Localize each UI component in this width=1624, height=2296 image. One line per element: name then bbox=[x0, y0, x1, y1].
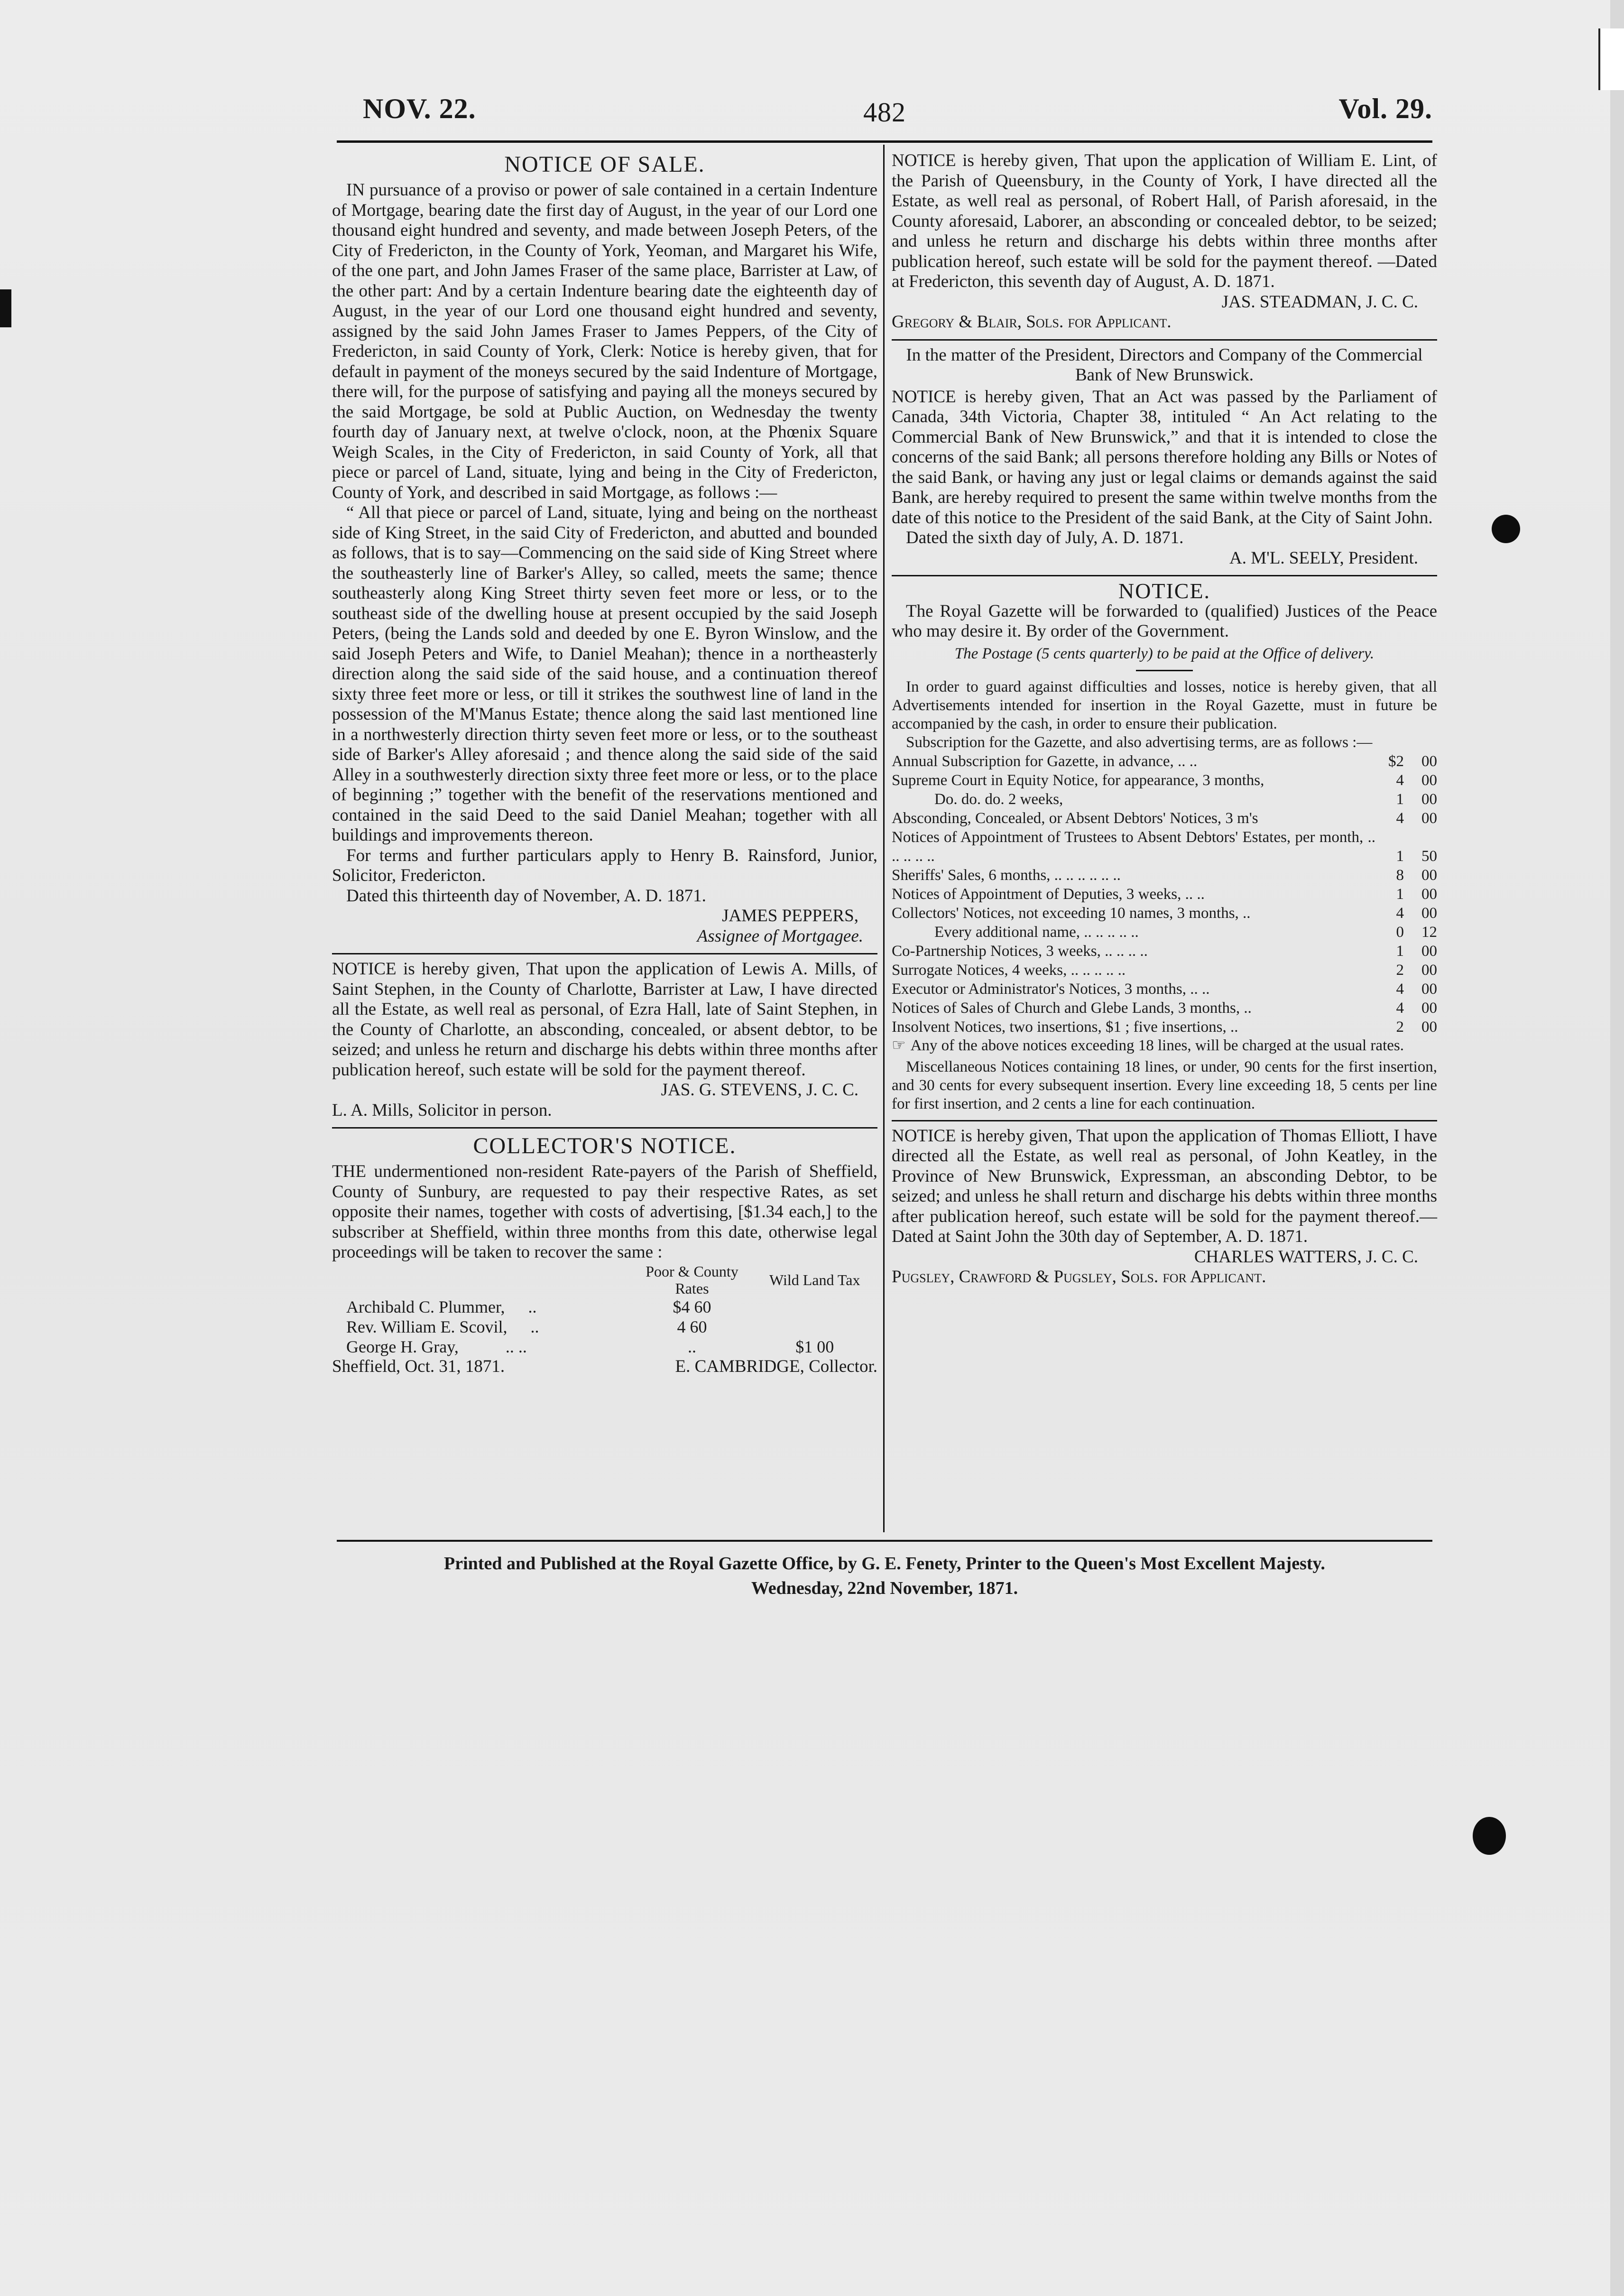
notice-of-sale-terms: For terms and further particulars apply to Henry B. Rainsford, Junior, Solicitor, Fredericton. bbox=[332, 845, 877, 885]
scan-edge-right bbox=[1610, 0, 1624, 2296]
right-column bbox=[892, 151, 1437, 1287]
collectors-notice-title: COLLECTOR'S NOTICE. bbox=[473, 1133, 737, 1158]
notice-gazette-guard: In order to guard against difficulties and losses, notice is hereby given, that all Advertisements intended for insertion in the Royal Gazette, must in future be accompanied by the cash, in order to ensure their publication. bbox=[892, 678, 1437, 732]
rate-dollars: 4 bbox=[1396, 980, 1404, 998]
pointing-hand-icon: ☞ bbox=[892, 1037, 906, 1054]
leader-dots: .. bbox=[528, 1297, 537, 1316]
notice-bank-body: NOTICE is hereby given, That an Act was passed by the Parliament of Canada, 34th Victoria, Chapter 38, intituled “ An Act relating to the Commercial Bank of New Brunswick,” and that it is intended to close the concerns of the said Bank; all persons therefore holding any Bills or Notes of the said Bank, or having any just or legal claims or demands against the said Bank, are hereby required to present the same within twelve months from the date of this notice to the President of the said Bank, at the City of Saint John. bbox=[892, 387, 1437, 528]
rate-dollars: 1 bbox=[1396, 790, 1404, 808]
collectors-notice-dated: Sheffield, Oct. 31, 1871. bbox=[332, 1356, 505, 1376]
rate-dollars: 4 bbox=[1396, 809, 1404, 827]
notice-elliott-signer: CHARLES WATTERS, J. C. C. bbox=[1194, 1247, 1418, 1267]
notice-elliott-body: NOTICE is hereby given, That upon the application of Thomas Elliott, I have directed all the Estate, as well real as personal, of John Keatley, in the Province of New Brunswick, Expressman, an absconding Debtor, to be seized; and unless he shall return and discharge his debts within three months after publication hereof, such estate will be sold for the payment thereof.—Dated at Saint John the 30th day of September, A. D. 1871. bbox=[892, 1126, 1437, 1246]
notice-gazette-exceed-row bbox=[892, 1037, 1437, 1055]
separator bbox=[892, 1120, 1437, 1121]
notice-mills-body: NOTICE is hereby given, That upon the application of Lewis A. Mills, of Saint Stephen, in the County of Charlotte, Barrister at Law, I have directed all the Estate, as well real as personal, of Ezra Hall, late of Saint Stephen, in the County of Charlotte, an absconding, concealed, or absent debtor, to be seized; and unless he return and discharge his debts within three months after publication hereof, such estate will be sold for the payment thereof. bbox=[332, 959, 877, 1080]
rate-cents: 00 bbox=[1421, 1018, 1437, 1036]
notice-gazette-exceed: Any of the above notices exceeding 18 lines, will be charged at the usual rates. bbox=[910, 1037, 1404, 1054]
notice-bank-signer: A. M'L. SEELY, President. bbox=[1229, 548, 1418, 568]
issue-date: NOV. 22. bbox=[363, 93, 476, 124]
column-header-wild: Wild Land Tax bbox=[769, 1271, 860, 1288]
notice-mills-signer: JAS. G. STEVENS, J. C. C. bbox=[661, 1080, 858, 1100]
rate-cents: 00 bbox=[1421, 866, 1437, 884]
footer-rule bbox=[337, 1540, 1432, 1542]
notice-gazette-lead: The Royal Gazette will be forwarded to (qualified) Justices of the Peace who may desire it. By order of the Government. bbox=[892, 601, 1437, 641]
separator bbox=[332, 953, 877, 954]
rate-label: Do. do. do. 2 weeks, bbox=[934, 790, 1063, 808]
table-row bbox=[892, 980, 1437, 999]
notice-of-sale-signer-title: Assignee of Mortgagee. bbox=[697, 926, 863, 946]
collectors-tax-table bbox=[332, 1263, 877, 1357]
notice-of-sale-title: NOTICE OF SALE. bbox=[504, 152, 705, 177]
rate-cents: 12 bbox=[1421, 923, 1437, 941]
page-header bbox=[337, 93, 1432, 140]
rate-dollars: 2 bbox=[1396, 1018, 1404, 1036]
rate-payer-name: Archibald C. Plummer, bbox=[346, 1297, 505, 1316]
rate-cents: 00 bbox=[1421, 809, 1437, 827]
rate-cents: 50 bbox=[1421, 847, 1437, 865]
rate-label: Notices of Sales of Church and Glebe Lands, 3 months, .. bbox=[892, 999, 1252, 1017]
rate-cents: 00 bbox=[1421, 790, 1437, 808]
rate-label: Notices of Appointment of Deputies, 3 weeks, .. .. bbox=[892, 885, 1205, 903]
rate-payer-name: George H. Gray, bbox=[346, 1337, 459, 1356]
rate-label: Insolvent Notices, two insertions, $1 ; five insertions, .. bbox=[892, 1018, 1238, 1036]
scan-edge-marker bbox=[1598, 28, 1624, 90]
rate-dollars: 4 bbox=[1396, 904, 1404, 922]
rate-label: Sheriffs' Sales, 6 months, .. .. .. .. .. .. bbox=[892, 866, 1121, 884]
table-row bbox=[892, 885, 1437, 904]
table-row bbox=[892, 999, 1437, 1018]
scan-edge-mark-left bbox=[0, 289, 11, 327]
table-row bbox=[892, 923, 1437, 942]
column-divider bbox=[883, 145, 885, 1532]
notice-gazette-subscription-intro: Subscription for the Gazette, and also advertising terms, are as follows :— bbox=[906, 733, 1373, 751]
rate-label: Surrogate Notices, 4 weeks, .. .. .. .. .. bbox=[892, 961, 1126, 979]
notice-of-sale-signer: JAMES PEPPERS, bbox=[722, 906, 858, 926]
separator bbox=[892, 339, 1437, 341]
table-row bbox=[892, 771, 1437, 790]
rate-cents: 00 bbox=[1421, 961, 1437, 979]
separator bbox=[892, 575, 1437, 576]
table-row bbox=[892, 790, 1437, 809]
table-row bbox=[892, 828, 1437, 866]
table-row bbox=[892, 942, 1437, 961]
table-row bbox=[892, 1018, 1437, 1037]
poor-rate: 4 60 bbox=[677, 1317, 707, 1336]
notice-of-sale-quote: “ All that piece or parcel of Land, situate, lying and being on the northeast side of King Street, in the said City of Fredericton, and abutted and bounded as follows, that is to say—Commencing on the said side of King Street where the southeasterly line of Barker's Alley, so called, meets the same; thence southeasterly along King Street thirty seven feet more or less, or to the southeast side of the dwelling house at present occupied by the said Joseph Peters, (being the Lands sold and deeded by one E. Byron Winslow, and the said Joseph Peters and Wife, to Daniel Meahan); thence in a northeasterly direction along the said side of the said house, and a continuation thereof sixty three feet more or less, or till it strikes the southwest line of land in the possession of the M'Manus Estate; thence along the said last mentioned line in a northwesterly direction thirty seven feet more or less, or to the southeast side of Barker's Alley aforesaid ; and thence along the said side of the said Alley in a southwesterly direction sixty three feet more or less, or to the place of beginning ;” together with the benefit of the reservations mentioned and contained in the said Deed to the said Daniel Meahan; together with all buildings and improvements thereon. bbox=[332, 503, 877, 845]
separator bbox=[332, 1127, 877, 1129]
poor-rate: .. bbox=[688, 1337, 696, 1356]
table-row bbox=[892, 809, 1437, 828]
rate-label: Co-Partnership Notices, 3 weeks, .. .. .. .. bbox=[892, 942, 1148, 960]
rate-payer-name: Rev. William E. Scovil, bbox=[346, 1317, 508, 1336]
footer-date: Wednesday, 22nd November, 1871. bbox=[751, 1578, 1018, 1598]
rate-cents: 00 bbox=[1421, 904, 1437, 922]
table-row bbox=[892, 752, 1437, 771]
rate-cents: 00 bbox=[1421, 980, 1437, 998]
rate-dollars: 1 bbox=[1396, 847, 1404, 865]
table-row bbox=[332, 1297, 877, 1317]
separator bbox=[1136, 670, 1193, 671]
ink-blot bbox=[1473, 1817, 1506, 1855]
collectors-notice-footer bbox=[332, 1357, 877, 1377]
ink-blot bbox=[1492, 515, 1520, 543]
rate-label: Absconding, Concealed, or Absent Debtors' Notices, 3 m's bbox=[892, 809, 1258, 827]
table-row bbox=[892, 866, 1437, 885]
notice-of-sale-dated: Dated this thirteenth day of November, A. D. 1871. bbox=[346, 886, 706, 906]
notice-elliott-solicitor: Pugsley, Crawford & Pugsley, Sols. for Applicant. bbox=[892, 1267, 1266, 1287]
rate-dollars: 4 bbox=[1396, 999, 1404, 1017]
rate-label: Annual Subscription for Gazette, in advance, .. .. bbox=[892, 752, 1198, 770]
page-footer bbox=[332, 1551, 1437, 1601]
notice-bank-dated: Dated the sixth day of July, A. D. 1871. bbox=[906, 528, 1184, 547]
rate-dollars: 1 bbox=[1396, 942, 1404, 960]
left-column bbox=[332, 151, 877, 1377]
leader-dots: .. bbox=[530, 1317, 539, 1336]
rate-label: Supreme Court in Equity Notice, for appearance, 3 months, bbox=[892, 771, 1264, 789]
rate-dollars: 2 bbox=[1396, 961, 1404, 979]
header-rule bbox=[337, 140, 1432, 143]
rate-cents: 00 bbox=[1421, 752, 1437, 770]
notice-gazette-postage: The Postage (5 cents quarterly) to be paid at the Office of delivery. bbox=[954, 645, 1375, 662]
collectors-notice-body: THE undermentioned non-resident Rate-payers of the Parish of Sheffield, County of Sunbury, are requested to pay their respective Rates, as set opposite their names, together with costs of advertising, [$1.34 each,] to the subscriber at Sheffield, within three months from this date, otherwise legal proceedings will be taken to recover the same : bbox=[332, 1162, 877, 1262]
rate-cents: 00 bbox=[1421, 885, 1437, 903]
table-row bbox=[892, 961, 1437, 980]
poor-rate: $4 60 bbox=[673, 1297, 711, 1316]
notice-lint-solicitor: Gregory & Blair, Sols. for Applicant. bbox=[892, 312, 1172, 332]
volume-number: Vol. 29. bbox=[1338, 93, 1432, 124]
rate-dollars: $2 bbox=[1388, 752, 1404, 770]
rate-cents: 00 bbox=[1421, 942, 1437, 960]
advertising-rates-table bbox=[892, 752, 1437, 1037]
rate-label: Executor or Administrator's Notices, 3 months, .. .. bbox=[892, 980, 1210, 998]
rate-dollars: 1 bbox=[1396, 885, 1404, 903]
table-row bbox=[332, 1317, 877, 1337]
rate-dollars: 4 bbox=[1396, 771, 1404, 789]
column-header-poor: Poor & County Rates bbox=[646, 1262, 738, 1297]
rate-cents: 00 bbox=[1421, 771, 1437, 789]
rate-cents: 00 bbox=[1421, 999, 1437, 1017]
rate-label: Every additional name, .. .. .. .. .. bbox=[934, 923, 1139, 941]
notice-bank-heading: In the matter of the President, Directors and Company of the Commercial Bank of New Brunswick. bbox=[906, 345, 1423, 385]
wild-tax: $1 00 bbox=[795, 1337, 834, 1356]
table-row bbox=[332, 1337, 877, 1357]
notice-gazette-title: NOTICE. bbox=[1118, 579, 1211, 603]
page-number: 482 bbox=[863, 97, 906, 128]
rate-label: Notices of Appointment of Trustees to Absent Debtors' Estates, per month, .. .. .. .. .. bbox=[892, 828, 1375, 865]
footer-imprint: Printed and Published at the Royal Gazette Office, by G. E. Fenety, Printer to the Queen's Most Excellent Majesty. bbox=[444, 1554, 1325, 1574]
leader-dots: .. .. bbox=[505, 1337, 527, 1356]
collectors-notice-signer: E. CAMBRIDGE, Collector. bbox=[675, 1356, 877, 1376]
wild-tax bbox=[752, 1297, 878, 1317]
notice-mills-solicitor: L. A. Mills, Solicitor in person. bbox=[332, 1100, 552, 1120]
rate-dollars: 0 bbox=[1396, 923, 1404, 941]
rate-label: Collectors' Notices, not exceeding 10 names, 3 months, .. bbox=[892, 904, 1251, 922]
rate-dollars: 8 bbox=[1396, 866, 1404, 884]
notice-of-sale-body: IN pursuance of a proviso or power of sale contained in a certain Indenture of Mortgage, bearing date the first day of August, in the year of our Lord one thousand eight hundred and seventy, and made between Joseph Peters, of the City of Fredericton, in the County of York, Yeoman, and Margaret his Wife, of the one part, and John James Fraser of the same place, Barrister at Law, of the other part: And by a certain Indenture bearing date the eighteenth day of August, in the year of our Lord one thousand eight hundred and seventy, assigned by the said John James Fraser to James Peppers, of the City of Fredericton, in said County of York, Clerk: Notice is hereby given, that for default in payment of the moneys secured by the said Indenture of Mortgage, there will, for the purpose of satisfying and paying all the moneys secured by the said Mortgage, be sold at Public Auction, on Wednesday the twenty fourth day of January next, at twelve o'clock, noon, at the Phœnix Square Weigh Scales, in the City of Fredericton, in said County of York, all that piece or parcel of Land, situate, lying and being in the City of Fredericton, County of York, and described in said Mortgage, as follows :— bbox=[332, 180, 877, 502]
table-row bbox=[892, 904, 1437, 923]
notice-gazette-misc: Miscellaneous Notices containing 18 lines, or under, 90 cents for the first insertion, and 30 cents for every subsequent insertion. Every line exceeding 18, 5 cents per line for first insertion, and 2 cents a line for each continuation. bbox=[892, 1058, 1437, 1112]
wild-tax bbox=[752, 1317, 878, 1337]
notice-lint-signer: JAS. STEADMAN, J. C. C. bbox=[1221, 292, 1418, 312]
notice-lint-body: NOTICE is hereby given, That upon the application of William E. Lint, of the Parish of Queensbury, in the County of York, I have directed all the Estate, as well real as personal, of Robert Hall, of Parish aforesaid, in the County aforesaid, Laborer, an absconding or concealed debtor, to be seized; and unless he return and discharge his debts within three months after publication hereof, such estate will be sold for the payment thereof. —Dated at Fredericton, this seventh day of August, A. D. 1871. bbox=[892, 151, 1437, 291]
